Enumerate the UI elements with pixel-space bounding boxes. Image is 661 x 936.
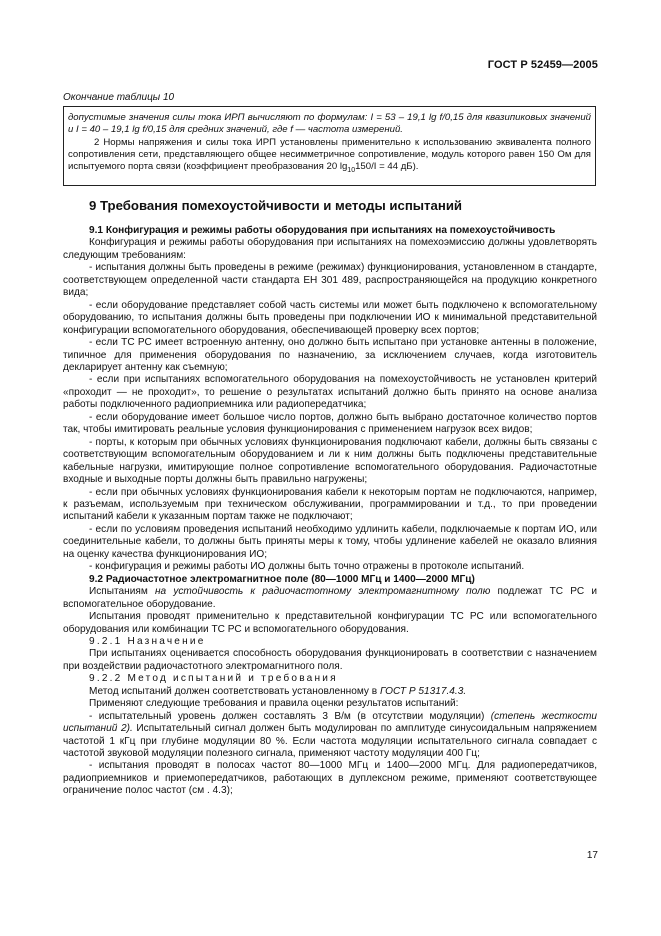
list-item: - конфигурация и режимы работы ИО должны быть точно отражены в протоколе испытаний. (89, 561, 525, 573)
document-id-header: ГОСТ Р 52459—2005 (487, 59, 598, 71)
page-number: 17 (586, 850, 598, 861)
list-item: - если оборудование представляет собой часть системы или может быть подключено к вспомогательному оборудованию, то испытания должны быть проведены при подключении ИО к минимальной представительной конфигурации вспомогательного оборудования, обеспечивающей проверку всех портов; (63, 299, 597, 336)
paragraph: При испытаниях оценивается способность оборудования функционировать в соответствии с назначением при воздействии радиочастотного электромагнитного поля. (63, 648, 597, 672)
list-item: - порты, к которым при обычных условиях функционирования подключают кабели, должны быть связаны с соответствующим вспомогательным оборудованием и ли к ним должны быть подключены представительные кабельные нагрузки, имитирующие полное сопротивление вспомогательного оборудования. Радиочастотные входные и выходные порты должны быть правильно нагружены; (63, 436, 597, 486)
table-notes (68, 112, 591, 177)
paragraph: Применяют следующие требования и правила оценки результатов испытаний: (89, 698, 459, 710)
paragraph: Испытаниям на устойчивость к радиочастотному электромагнитному полю подлежат ТС РС и вспомогательное оборудование. (63, 586, 597, 610)
list-item: - если по условиям проведения испытаний необходимо удлинить кабели, подключаемые к портам ИО, или соединительные кабели, то должны быть приняты меры к тому, чтобы удлинение кабелей не оказало влияния на оценку качества функционирования ИО; (63, 523, 597, 560)
paragraph: Испытания проводят применительно к представительной конфигурации ТС РС или вспомогательного оборудования или комбинации ТС РС и вспомогательного оборудования. (63, 611, 597, 635)
list-item: - испытательный уровень должен составлять 3 В/м (в отсутствии модуляции) (степень жесткости испытаний 2). Испытательный сигнал должен быть модулирован по амплитуде синусоидальным напряжением частотой 1 кГц при глубине модуляции 80 %. Если частота модуляции испытательного сигнала совпадает с частотой звуковой модуляции полезного сигнала, применяют частоту модуляции 400 Гц; (63, 710, 597, 760)
section-title: 9 Требования помехоустойчивости и методы испытаний (89, 198, 463, 213)
list-item: - испытания должны быть проведены в режиме (режимах) функционирования, установленном в стандарте, соответствующем определенной части стандарта ЕН 301 489, распространяющейся на продукцию конкретного вида; (63, 262, 597, 299)
table-left-border (63, 107, 64, 185)
list-item: - если при обычных условиях функционирования кабели к некоторым портам не подключаются, например, к разъемам, используемым при техническом обслуживании, программировании и т.д., то при проведении испытаний кабели к указанным портам также не подключают; (63, 486, 597, 523)
note-1: допустимые значения силы тока ИРП вычисляют по формулам: I = 53 – 19,1 lg f/0,15 для квазипиковых значений и I = 40 – 19,1 lg f/0,15 для средних значений, где f — частота измерений. (68, 112, 591, 136)
subsection-heading-9-1: 9.1 Конфигурация и режимы работы оборудования при испытаниях на помехоустойчивость (89, 225, 556, 236)
subsection-heading-9-2-1: 9.2.1 Назначение (89, 635, 206, 647)
section-body (63, 225, 597, 798)
subsection-heading-9-2: 9.2 Радиочастотное электромагнитное поле (80—1000 МГц и 1400—2000 МГц) (89, 573, 475, 585)
list-item: - испытания проводят в полосах частот 80—1000 МГц и 1400—2000 МГц. Для радиопередатчиков, радиоприемников и приемопередатчиков, работающих в дуплексном режиме, применяют соответствующее ограничение полос частот (см . 4.3); (63, 760, 597, 797)
paragraph: Конфигурация и режимы работы оборудования при испытаниях на помехоэмиссию должны удовлетворять следующим требованиям: (63, 237, 597, 261)
paragraph: Метод испытаний должен соответствовать установленному в ГОСТ Р 51317.4.3. (89, 685, 467, 697)
table-notes-box (63, 106, 596, 186)
subsection-heading-9-2-2: 9.2.2 Метод испытаний и требования (89, 673, 338, 685)
table-caption: Окончание таблицы 10 (63, 92, 175, 103)
list-item: - если оборудование имеет большое число портов, должно быть выбрано достаточное количество портов так, чтобы имитировать реальные условия функционирования с применением нагрузок всех видов; (63, 411, 597, 436)
list-item: - если ТС РС имеет встроенную антенну, оно должно быть испытано при установке антенны в положение, типичное для применения оборудования по назначению, за исключением случаев, когда изготовитель декларирует антенну как съемную; (63, 337, 597, 373)
table-right-border (595, 107, 596, 185)
note-2: 2 Нормы напряжения и силы тока ИРП установлены применительно к использованию эквивалента полного сопротивления сети, представляющего общее несимметричное сопротивление, модуль которого равен 150 Ом для испытуемого порта связи (коэффициент преобразования 20 $\lg_{10}150/I = 44$ дБ). (68, 136, 591, 175)
list-item: - если при испытаниях вспомогательного оборудования на помехоустойчивость не установлен критерий «проходит — не проходит», то решение о результатах испытаний должно быть принято на основе анализа работы подключенного радиоприемника или радиопередатчика; (63, 374, 597, 411)
